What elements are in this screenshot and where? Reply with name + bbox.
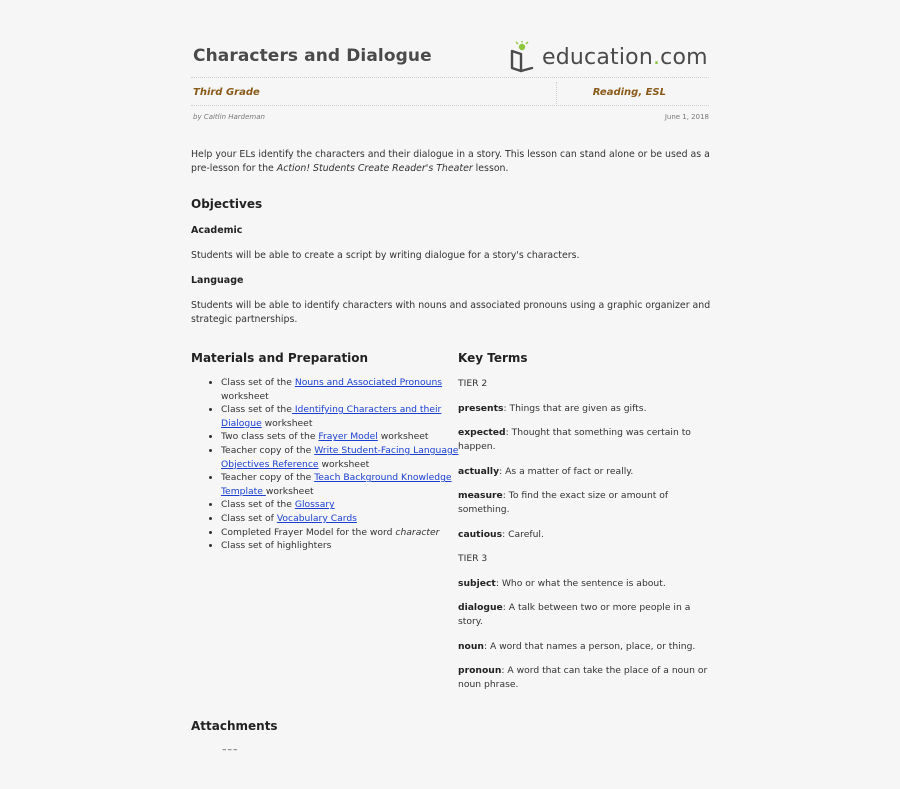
page-title: Characters and Dialogue (193, 46, 432, 66)
term-actually: actually: As a matter of fact or really. (458, 465, 634, 477)
term-noun: noun: A word that names a person, place, or thing. (458, 640, 696, 652)
key-terms-list (458, 377, 713, 703)
list-item: • Teacher copy of the Teach Background Knowledge Template worksheet (221, 471, 466, 498)
author-byline: by Caitlin Hardeman (193, 113, 265, 121)
intro-paragraph: Help your ELs identify the characters and their dialogue in a story. This lesson can stand alone or be used as a pre-lesson for the Action! Students Create Reader's Theater lesson. (191, 149, 710, 174)
term-pronoun: pronoun: A word that can take the place of a noun or noun phrase. (458, 665, 708, 690)
list-item: • Class set of the Nouns and Associated Pronouns worksheet (221, 376, 466, 403)
list-item: • Class set of highlighters (221, 539, 466, 553)
frayer-model-link[interactable]: Frayer Model (318, 431, 378, 443)
term-dialogue: dialogue: A talk between two or more people in a story. (458, 602, 691, 627)
materials-list (205, 376, 466, 553)
language-objectives-link[interactable]: Write Student-Facing Language Objectives Reference (221, 444, 459, 470)
tier-2-label: TIER 2 (458, 378, 488, 389)
list-item: • Class set of the Identifying Characters and their Dialogue worksheet (221, 403, 466, 430)
academic-objective: Students will be able to create a script by writing dialogue for a story's characters. (191, 250, 580, 261)
nouns-pronouns-link[interactable]: Nouns and Associated Pronouns (294, 377, 443, 388)
header-column-divider (556, 82, 557, 104)
tier-3-label: TIER 3 (458, 553, 488, 564)
publish-date: June 1, 2018 (664, 113, 709, 121)
education-logo[interactable] (507, 40, 708, 74)
background-knowledge-link[interactable]: Teach Background Knowledge Template (221, 472, 452, 497)
vocabulary-cards-link[interactable]: Vocabulary Cards (276, 512, 357, 524)
list-item: • Two class sets of the Frayer Model worksheet (221, 430, 466, 444)
list-item: • Teacher copy of the Write Student-Facing Language Objectives Reference worksheet (221, 444, 466, 471)
materials-heading: Materials and Preparation (191, 351, 369, 365)
language-heading: Language (191, 275, 244, 286)
meta-divider (191, 105, 709, 106)
language-objective: Students will be able to identify characters with nouns and associated pronouns using a graphic organizer and strategic partnerships. (191, 300, 711, 325)
subject-label: Reading, ESL (592, 87, 666, 98)
objectives-heading: Objectives (191, 197, 263, 211)
logo-wordmark: education.com (542, 44, 708, 70)
attachments-heading: Attachments (191, 719, 278, 733)
term-cautious: cautious: Careful. (458, 528, 544, 540)
header-divider (191, 77, 709, 78)
academic-heading: Academic (191, 225, 243, 236)
term-measure: measure: To find the exact size or amount of something. (458, 490, 669, 515)
identifying-characters-link[interactable]: Identifying Characters and their Dialogue (221, 404, 442, 429)
list-item: • Completed Frayer Model for the word character (221, 526, 466, 540)
attachments-placeholder: ––– (222, 745, 239, 755)
glossary-link[interactable]: Glossary (294, 499, 335, 511)
term-subject: subject: Who or what the sentence is about. (458, 577, 666, 589)
book-person-icon (507, 41, 539, 73)
key-terms-heading: Key Terms (458, 351, 528, 365)
grade-label: Third Grade (193, 87, 260, 98)
term-expected: expected: Thought that something was certain to happen. (458, 427, 691, 452)
term-presents: presents: Things that are given as gifts. (458, 402, 647, 414)
list-item: • Class set of the Glossary (221, 498, 466, 512)
list-item: • Class set of Vocabulary Cards (221, 512, 466, 526)
